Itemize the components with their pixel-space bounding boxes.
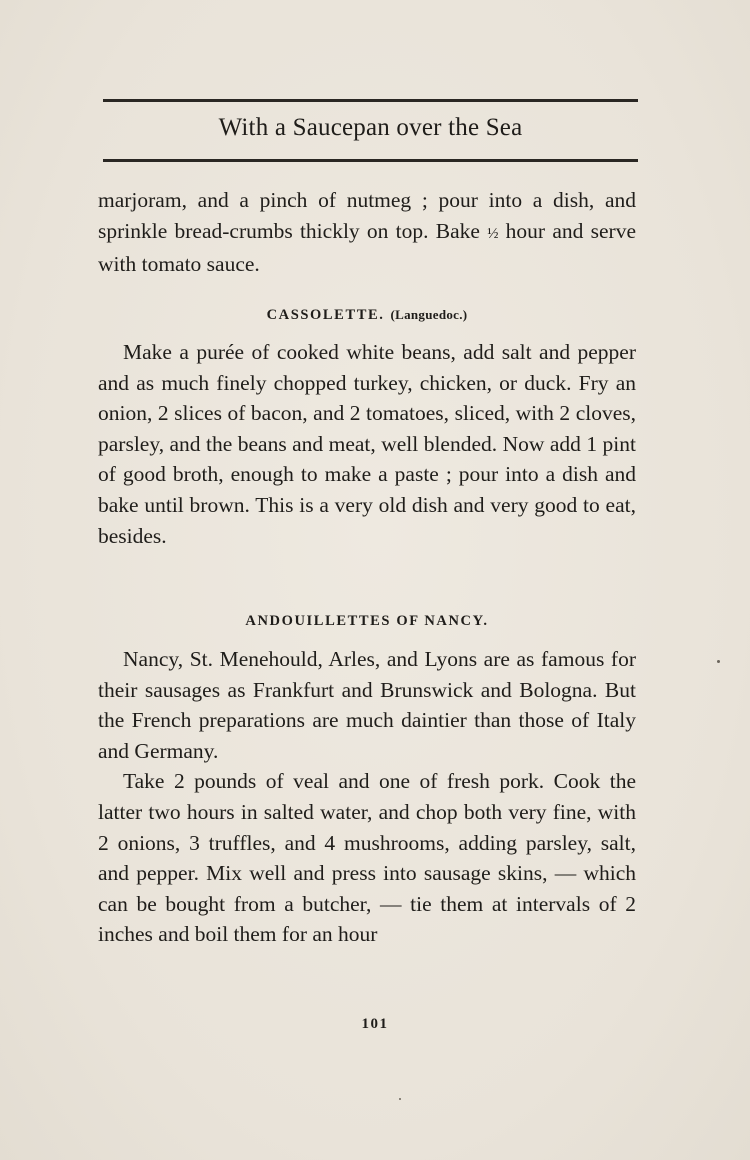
running-head: With a Saucepan over the Sea [218, 114, 523, 141]
andouillettes-paragraph-2: Take 2 pounds of veal and one of fresh pork. Cook the latter two hours in salted water, and chop both very fine, with 2 onions, 3 truffles, and 4 mushrooms, adding parsley, salt, and pepper. Mix well and press into sausage skins, — which can be bought from a butcher, — tie them at intervals of 2 inches and boil them for an hour [98, 769, 636, 947]
continuation-text: marjoram, and a pinch of nutmeg ; pour into a dish, and sprinkle bread-crumbs thickly on top. Bake [98, 188, 636, 243]
heading-subtitle: (Languedoc.) [390, 307, 468, 322]
andouillettes-body [98, 644, 636, 950]
cassolette-body [98, 337, 636, 551]
continuation-block [98, 185, 636, 280]
continuation-paragraph [98, 185, 636, 280]
heading-title: CASSOLETTE. [266, 307, 385, 323]
recipe-heading-andouillettes [98, 613, 636, 630]
cassolette-paragraph: Make a purée of cooked white beans, add salt and pepper and as much finely chopped turkey, chicken, or duck. Fry an onion, 2 slices of bacon, and 2 tomatoes, sliced, with 2 cloves, parsley, and the beans and meat, well blended. Now add 1 pint of good broth, enough to make a paste ; pour into a dish and bake until brown. This is a very old dish and very good to eat, besides. [98, 340, 636, 548]
header-rule-bottom [103, 159, 638, 162]
recipe-heading-cassolette [98, 307, 636, 324]
continuation-tail: hour and serve with tomato sauce. [98, 218, 636, 277]
andouillettes-paragraph-1: Nancy, St. Menehould, Arles, and Lyons are as famous for their sausages as Frankfurt and Brunswick and Bologna. But the French preparations are much daintier than those of Italy and Germany. [98, 647, 636, 763]
header-rule-top [103, 99, 638, 102]
paper-speck [399, 1098, 401, 1100]
heading-title: ANDOUILLETTES OF NANCY. [245, 613, 489, 629]
page-number: 101 [361, 1016, 389, 1032]
fraction-half: ½ [487, 225, 499, 242]
paper-speck [717, 660, 720, 663]
